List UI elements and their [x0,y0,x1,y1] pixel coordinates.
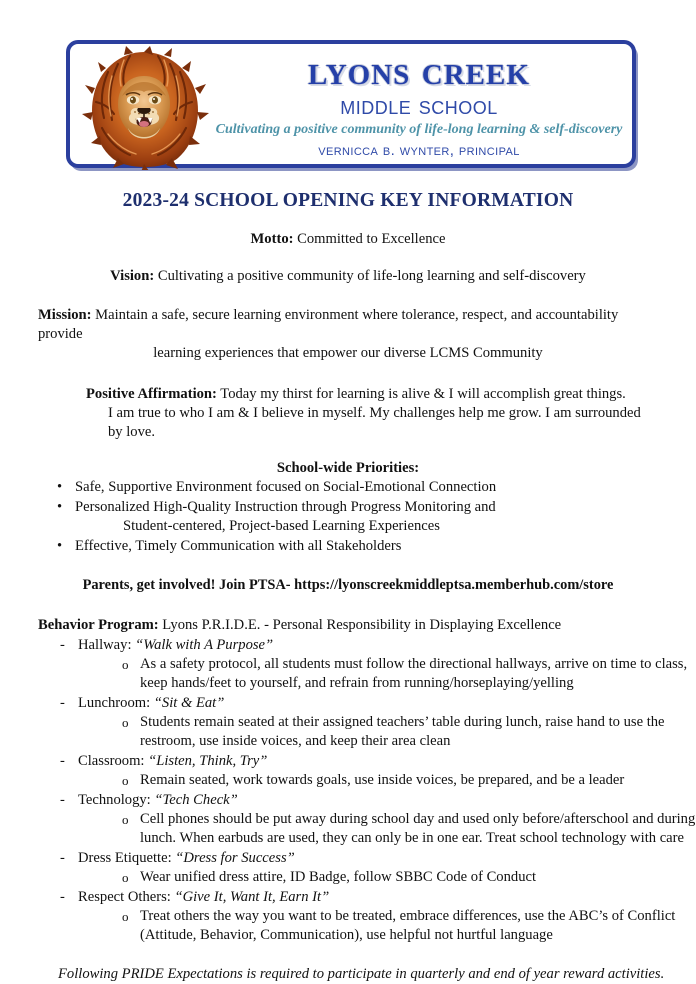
pride-category: Technology: [78,792,155,808]
pride-category: Hallway: [78,637,136,653]
pride-category: Classroom: [78,753,149,769]
pride-detail-list [78,655,696,693]
list-item [0,498,696,536]
pride-detail-line-1: Wear unified dress attire, ID Badge, follow SBBC Code of Conduct [140,869,537,885]
list-item [0,888,696,945]
school-brand-text [212,48,626,160]
vision-label: Vision: [110,268,155,284]
motto-text: Committed to Excellence [293,231,446,247]
affirmation-label: Positive Affirmation: [86,386,217,402]
affirmation-text-1: Today my thirst for learning is alive & I will accomplish great things. [216,386,626,402]
priority-text: Effective, Timely Communication with all Stakeholders [75,538,402,554]
priority-text: Personalized High-Quality Instruction through Progress Monitoring and [75,499,496,515]
pride-expectations-list [0,636,696,945]
pride-detail-list [78,713,696,751]
ptsa-line[interactable]: Parents, get involved! Join PTSA- https://lyonscreekmiddleptsa.memberhub.com/store [82,577,614,593]
circle-bullet-icon: o [122,909,129,924]
affirmation-block [0,385,696,442]
list-item [122,655,696,693]
list-item [0,537,696,556]
vision-text: Cultivating a positive community of life-long learning and self-discovery [154,268,586,284]
closing-note: Following PRIDE Expectations is required to participate in quarterly and end of year reward activities. [58,966,665,982]
list-item [0,752,696,790]
pride-detail-line-1: Treat others the way you want to be treated, embrace differences, use the ABC’s of Conflict [140,908,676,924]
pride-category: Lunchroom: [78,695,154,711]
dash-bullet-icon: - [60,753,65,769]
dash-bullet-icon: - [60,792,65,808]
dash-bullet-icon: - [60,889,65,905]
pride-category: Dress Etiquette: [78,850,176,866]
list-item [0,849,696,887]
behavior-program-text: Lyons P.R.I.D.E. - Personal Responsibility in Displaying Excellence [158,617,562,633]
mission-line-2: learning experiences that empower our diverse LCMS Community [153,345,543,361]
pride-motto: “Give It, Want It, Earn It” [174,889,330,905]
bullet-icon: • [57,499,63,515]
priorities-heading: School-wide Priorities: [276,460,420,476]
motto-label: Motto: [250,231,294,247]
pride-motto: “Listen, Think, Try” [148,753,268,769]
circle-bullet-icon: o [122,870,129,885]
list-item [122,907,696,945]
list-item [0,636,696,693]
motto-line [0,230,696,249]
pride-detail-line-2: restroom, use inside voices, and keep their area clean [140,733,451,749]
pride-detail-list [78,907,696,945]
pride-detail-line-2: lunch. When earbuds are used, they can only be in one ear. Treat school technology with care [140,830,684,846]
mission-line-1 [30,306,666,344]
pride-motto: “Tech Check” [154,792,238,808]
mission-label: Mission: [38,307,92,323]
pride-detail-list [78,810,696,848]
list-item [0,694,696,751]
dash-bullet-icon: - [60,850,65,866]
school-letterhead-banner [66,40,636,168]
list-item [122,713,696,751]
priorities-list [0,478,696,556]
dash-bullet-icon: - [60,637,65,653]
pride-detail-line-1: Remain seated, work towards goals, use inside voices, be prepared, and be a leader [140,772,625,788]
school-name: lyons creek [308,48,530,94]
pride-detail-line-2: keep hands/feet to yourself, and refrain from running/horseplaying/yelling [140,675,574,691]
page-title: 2023-24 SCHOOL OPENING KEY INFORMATION [122,190,574,211]
affirmation-line-2: I am true to who I am & I believe in myself. My challenges help me grow. I am surrounded by love. [108,405,641,440]
dash-bullet-icon: - [60,695,65,711]
bullet-icon: • [57,479,63,495]
pride-detail-line-2: (Attitude, Behavior, Communication), use helpful not hurtful language [140,927,553,943]
pride-detail-line-1: Students remain seated at their assigned teachers’ table during lunch, raise hand to use the [140,714,665,730]
behavior-program-line [0,616,696,635]
behavior-program-label: Behavior Program: [38,617,159,633]
circle-bullet-icon: o [122,773,129,788]
circle-bullet-icon: o [122,715,129,730]
list-item [0,791,696,848]
pride-category: Respect Others: [78,889,175,905]
priority-text-cont: Student-centered, Project-based Learning Experiences [123,518,440,534]
pride-motto: “Dress for Success” [175,850,295,866]
circle-bullet-icon: o [122,812,129,827]
affirmation-line-1 [86,385,652,404]
list-item [0,478,696,497]
pride-detail-list [78,868,696,887]
principal-name: vernicca b. wynter, principal [318,142,520,159]
vision-line [0,267,696,286]
school-tagline: Cultivating a positive community of life-long learning & self-discovery [215,122,623,137]
mission-block [0,306,696,363]
circle-bullet-icon: o [122,657,129,672]
pride-detail-list [78,771,696,790]
bullet-icon: • [57,538,63,554]
mission-text-1: Maintain a safe, secure learning environment where tolerance, respect, and accountability provide [38,307,619,342]
school-level: middle school [340,92,498,120]
pride-motto: “Walk with A Purpose” [135,637,274,653]
document-body [0,180,696,984]
lion-mascot-icon [78,46,210,170]
priority-text: Safe, Supportive Environment focused on Social-Emotional Connection [75,479,497,495]
list-item [122,771,696,790]
pride-detail-line-1: As a safety protocol, all students must follow the directional hallways, arrive on time to class, [140,656,688,672]
pride-motto: “Sit & Eat” [153,695,225,711]
list-item [122,810,696,848]
list-item [122,868,696,887]
pride-detail-line-1: Cell phones should be put away during school day and used only before/afterschool and during [140,811,696,827]
